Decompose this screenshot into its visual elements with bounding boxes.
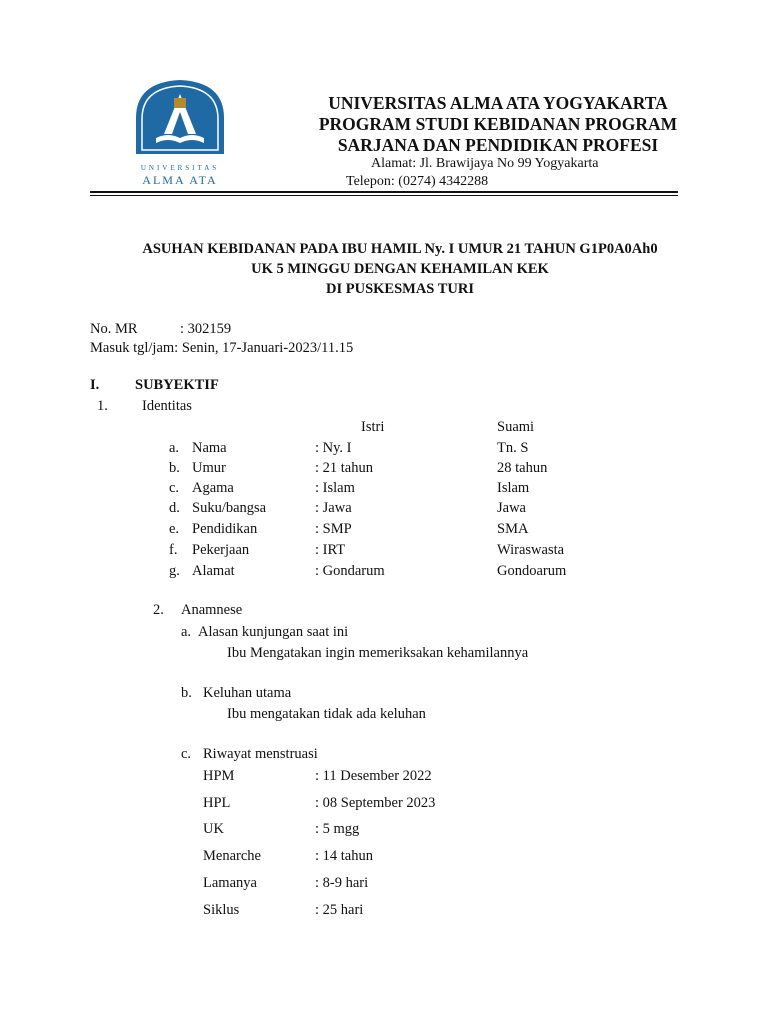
col-header-suami: Suami <box>497 419 535 435</box>
mr-value: : 302159 <box>180 321 232 337</box>
subitem-a-letter: a. <box>181 624 192 640</box>
logo-text-bottom: ALMA ATA <box>142 173 218 187</box>
row-label: Umur <box>192 460 226 476</box>
section-title: SUBYEKTIF <box>135 377 219 393</box>
row-istri-value: : Ny. I <box>315 440 352 456</box>
menstruation-label: Menarche <box>203 848 261 864</box>
row-letter: b. <box>169 460 180 476</box>
row-label: Pekerjaan <box>192 542 250 558</box>
row-letter: f. <box>169 542 178 558</box>
header-program-line1: PROGRAM STUDI KEBIDANAN PROGRAM <box>318 114 678 134</box>
row-letter: a. <box>169 440 180 456</box>
subitem-b-text: Ibu mengatakan tidak ada keluhan <box>227 706 426 722</box>
subitem-a-text: Ibu Mengatakan ingin memeriksakan kehamilannya <box>227 645 529 661</box>
header-university-name: UNIVERSITAS ALMA ATA YOGYAKARTA <box>328 93 668 113</box>
row-istri-value: : IRT <box>315 542 346 558</box>
subitem-b-label: Keluhan utama <box>203 685 292 701</box>
menstruation-value: : 08 September 2023 <box>315 795 436 811</box>
header-address: Alamat: Jl. Brawijaya No 99 Yogyakarta <box>371 156 599 171</box>
row-suami-value: 28 tahun <box>497 460 548 476</box>
row-letter: d. <box>169 500 180 516</box>
mr-label: No. MR <box>90 321 138 337</box>
menstruation-value: : 11 Desember 2022 <box>315 768 432 784</box>
row-istri-value: : 21 tahun <box>315 460 373 476</box>
row-suami-value: Gondoarum <box>497 563 567 579</box>
row-suami-value: Wiraswasta <box>497 542 565 558</box>
row-label: Nama <box>192 440 227 456</box>
menstruation-label: Lamanya <box>203 875 257 891</box>
header-program-line2: SARJANA DAN PENDIDIKAN PROFESI <box>337 135 659 155</box>
university-logo <box>120 76 240 188</box>
doc-title-line3: DI PUSKESMAS TURI <box>326 281 474 297</box>
subitem-c-letter: c. <box>181 746 192 762</box>
identitas-number: 1. <box>97 398 108 414</box>
row-istri-value: : SMP <box>315 521 352 537</box>
subitem-a-label: Alasan kunjungan saat ini <box>198 624 349 640</box>
row-suami-value: Tn. S <box>497 440 529 456</box>
row-letter: g. <box>169 563 180 579</box>
admission-datetime: Masuk tgl/jam: Senin, 17-Januari-2023/11.15 <box>90 340 354 356</box>
row-letter: c. <box>169 480 180 496</box>
menstruation-label: UK <box>203 821 224 837</box>
section-number: I. <box>90 377 100 393</box>
row-letter: e. <box>169 521 180 537</box>
anamnese-number: 2. <box>153 602 164 618</box>
row-label: Suku/bangsa <box>192 500 267 516</box>
doc-title-line2: UK 5 MINGGU DENGAN KEHAMILAN KEK <box>251 261 549 277</box>
menstruation-label: HPM <box>203 768 235 784</box>
menstruation-value: : 25 hari <box>315 902 364 918</box>
menstruation-label: HPL <box>203 795 231 811</box>
menstruation-label: Siklus <box>203 902 240 918</box>
row-istri-value: : Islam <box>315 480 355 496</box>
menstruation-value: : 8-9 hari <box>315 875 369 891</box>
row-suami-value: Islam <box>497 480 530 496</box>
menstruation-value: : 5 mgg <box>315 821 360 837</box>
row-suami-value: SMA <box>497 521 529 537</box>
subitem-c-label: Riwayat menstruasi <box>203 746 318 762</box>
subitem-b-letter: b. <box>181 685 192 701</box>
row-label: Alamat <box>192 563 235 579</box>
row-label: Pendidikan <box>192 521 258 537</box>
header-phone: Telepon: (0274) 4342288 <box>346 174 489 189</box>
header-rule-thin <box>90 195 678 196</box>
identitas-label: Identitas <box>142 398 192 414</box>
menstruation-value: : 14 tahun <box>315 848 373 864</box>
col-header-istri: Istri <box>361 419 385 435</box>
doc-title-line1: ASUHAN KEBIDANAN PADA IBU HAMIL Ny. I UMUR 21 TAHUN G1P0A0Ah0 <box>142 241 658 257</box>
anamnese-label: Anamnese <box>181 602 243 618</box>
row-label: Agama <box>192 480 234 496</box>
logo-text-top: UNIVERSITAS <box>140 164 220 172</box>
row-suami-value: Jawa <box>497 500 526 516</box>
header-rule-thick <box>90 191 678 193</box>
row-istri-value: : Jawa <box>315 500 352 516</box>
row-istri-value: : Gondarum <box>315 563 385 579</box>
